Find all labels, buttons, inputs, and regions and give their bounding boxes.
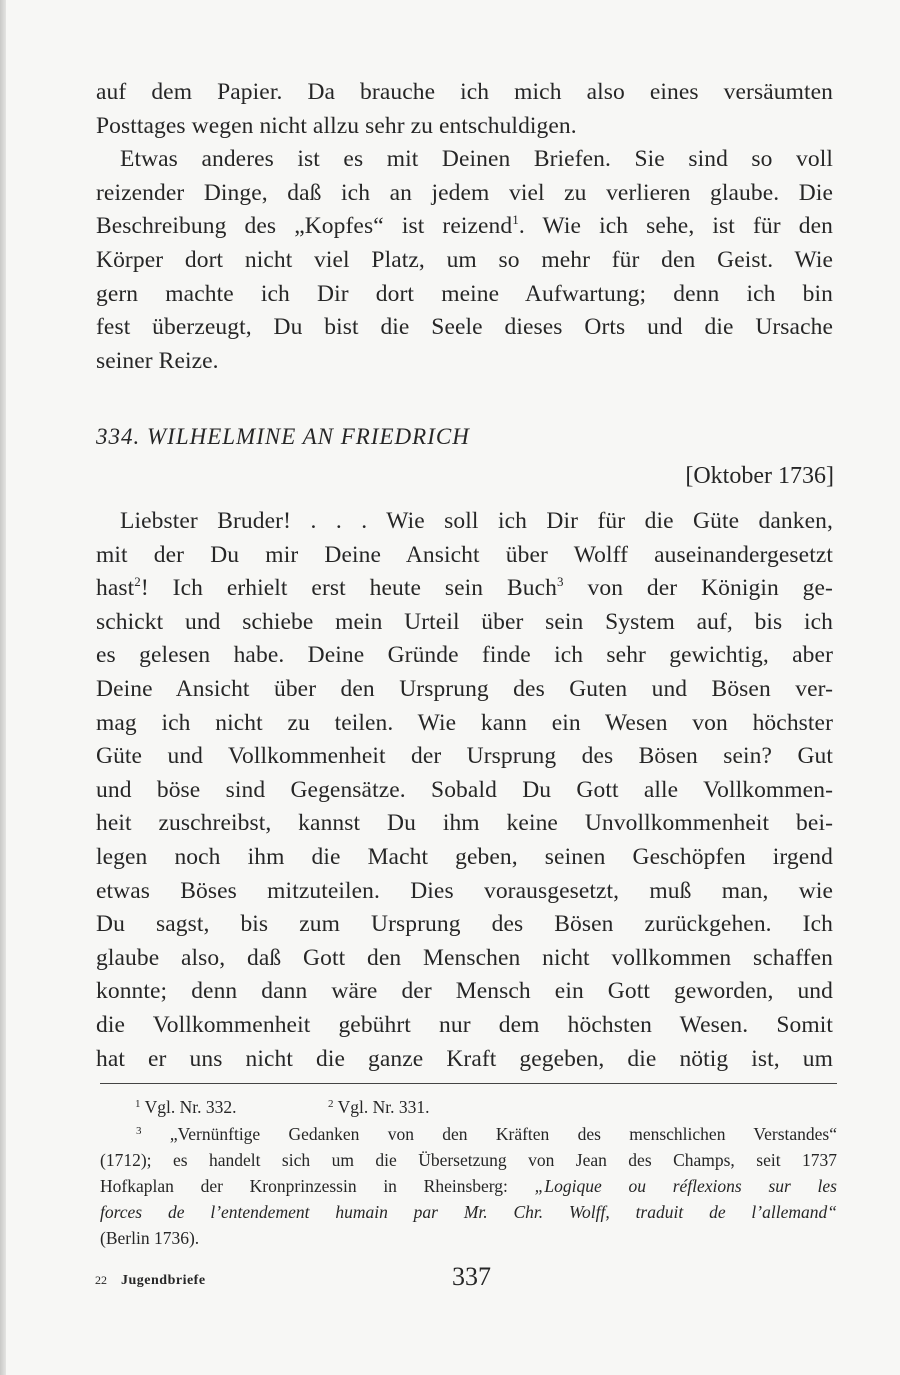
text-line: heit zuschreibst, kannst Du ihm keine Unvollkommenheit bei- bbox=[96, 810, 833, 837]
footnote-text: „Vernünftige Gedanken von den Kräften des menschlichen Verstandes“ bbox=[169, 1124, 837, 1144]
letter-heading: 334. WILHELMINE AN FRIEDRICH bbox=[96, 424, 470, 449]
footnote-mark: 3 bbox=[136, 1125, 142, 1137]
text-line: mit der Du mir Deine Ansicht über Wolff auseinandergesetzt bbox=[96, 541, 833, 568]
text-line bbox=[96, 210, 833, 244]
footnote-ref-1[interactable]: 1 bbox=[512, 212, 519, 228]
text-line: legen noch ihm die Macht geben, seinen Geschöpfen irgend bbox=[96, 843, 833, 870]
footnote-line: forces de l’entendement humain par Mr. Chr. Wolff, traduit de l’allemand“ bbox=[100, 1202, 837, 1222]
text-line: Posttages wegen nicht allzu sehr zu entschuldigen. bbox=[96, 112, 577, 139]
text-line: glaube also, daß Gott den Menschen nicht vollkommen schaffen bbox=[96, 944, 833, 971]
text-line: mag ich nicht zu teilen. Wie kann ein Wesen von höchster bbox=[96, 709, 833, 736]
page-number: 337 bbox=[452, 1262, 491, 1291]
footnote-3 bbox=[100, 1121, 837, 1251]
signature-number: 22 bbox=[95, 1273, 107, 1287]
text-line: reizender Dinge, daß ich an jedem viel zu verlieren glaube. Die bbox=[96, 179, 833, 206]
footnote-divider bbox=[100, 1083, 837, 1084]
footnote-line: (Berlin 1736). bbox=[100, 1228, 200, 1248]
text-fragment: Beschreibung des „Kopfes“ ist reizend bbox=[96, 213, 513, 240]
text-line: seiner Reize. bbox=[96, 347, 219, 374]
letter-body bbox=[96, 505, 833, 1076]
footnote-line: (1712); es handelt sich um die Übersetzung von Jean des Champs, seit 1737 bbox=[100, 1150, 837, 1170]
text-line: auf dem Papier. Da brauche ich mich also eines versäumten bbox=[96, 79, 833, 105]
text-line: konnte; denn dann wäre der Mensch ein Gott geworden, und bbox=[96, 978, 833, 1005]
signature-mark bbox=[95, 1273, 206, 1289]
page-binding-edge bbox=[0, 0, 6, 1375]
text-line: Liebster Bruder! . . . Wie soll ich Dir für die Güte danken, bbox=[120, 508, 833, 534]
text-line: fest überzeugt, Du bist die Seele dieses Orts und die Ursache bbox=[96, 314, 833, 341]
text-line: Deine Ansicht über den Ursprung des Guten und Bösen ver- bbox=[96, 675, 833, 702]
text-line: die Vollkommenheit gebührt nur dem höchsten Wesen. Somit bbox=[96, 1011, 833, 1038]
footnote-mark: 1 bbox=[135, 1098, 141, 1110]
text-line: und böse sind Gegensätze. Sobald Du Gott alle Vollkommen- bbox=[96, 776, 833, 803]
text-line: Güte und Vollkommenheit der Ursprung des Bösen sein? Gut bbox=[96, 743, 833, 770]
text-fragment: hast bbox=[96, 575, 135, 602]
previous-letter-text bbox=[96, 76, 833, 378]
text-line: schickt und schiebe mein Urteil über sein System auf, bis ich bbox=[96, 608, 833, 635]
footnote-2 bbox=[328, 1094, 900, 1120]
text-fragment: von der Königin ge- bbox=[563, 575, 833, 602]
text-fragment: ! Ich erhielt erst heute sein Buch bbox=[140, 575, 558, 602]
footnote-text: Vgl. Nr. 332. bbox=[144, 1097, 237, 1117]
footnote-text: Vgl. Nr. 331. bbox=[337, 1097, 430, 1117]
text-line: gern machte ich Dir dort meine Aufwartung; denn ich bin bbox=[96, 280, 833, 307]
text-line: hat er uns nicht die ganze Kraft gegeben, die nötig ist, um bbox=[96, 1045, 833, 1072]
text-line: Du sagst, bis zum Ursprung des Bösen zurückgehen. Ich bbox=[96, 911, 833, 938]
book-title-italic: „Logique ou réflexions sur les bbox=[534, 1176, 837, 1196]
text-line: es gelesen habe. Deine Gründe finde ich sehr gewichtig, aber bbox=[96, 642, 833, 669]
text-line bbox=[96, 572, 833, 606]
letter-date: [Oktober 1736] bbox=[685, 463, 834, 489]
footnote-text: Hofkaplan der Kronprinzessin in Rheinsberg: bbox=[100, 1176, 535, 1196]
footnote-mark: 2 bbox=[328, 1098, 334, 1110]
text-fragment: . Wie ich sehe, ist für den bbox=[518, 213, 833, 240]
text-line: Etwas anderes ist es mit Deinen Briefen. Sie sind so voll bbox=[120, 146, 833, 173]
footnote-ref-2[interactable]: 2 bbox=[134, 574, 141, 590]
text-line: etwas Böses mitzuteilen. Dies vorausgesetzt, muß man, wie bbox=[96, 877, 833, 904]
footnote-line bbox=[100, 1121, 837, 1147]
text-line: Körper dort nicht viel Platz, um so mehr für den Geist. Wie bbox=[96, 246, 833, 273]
footnote-line bbox=[100, 1173, 837, 1199]
signature-title: Jugendbriefe bbox=[121, 1273, 206, 1288]
footnote-ref-3[interactable]: 3 bbox=[557, 574, 564, 590]
